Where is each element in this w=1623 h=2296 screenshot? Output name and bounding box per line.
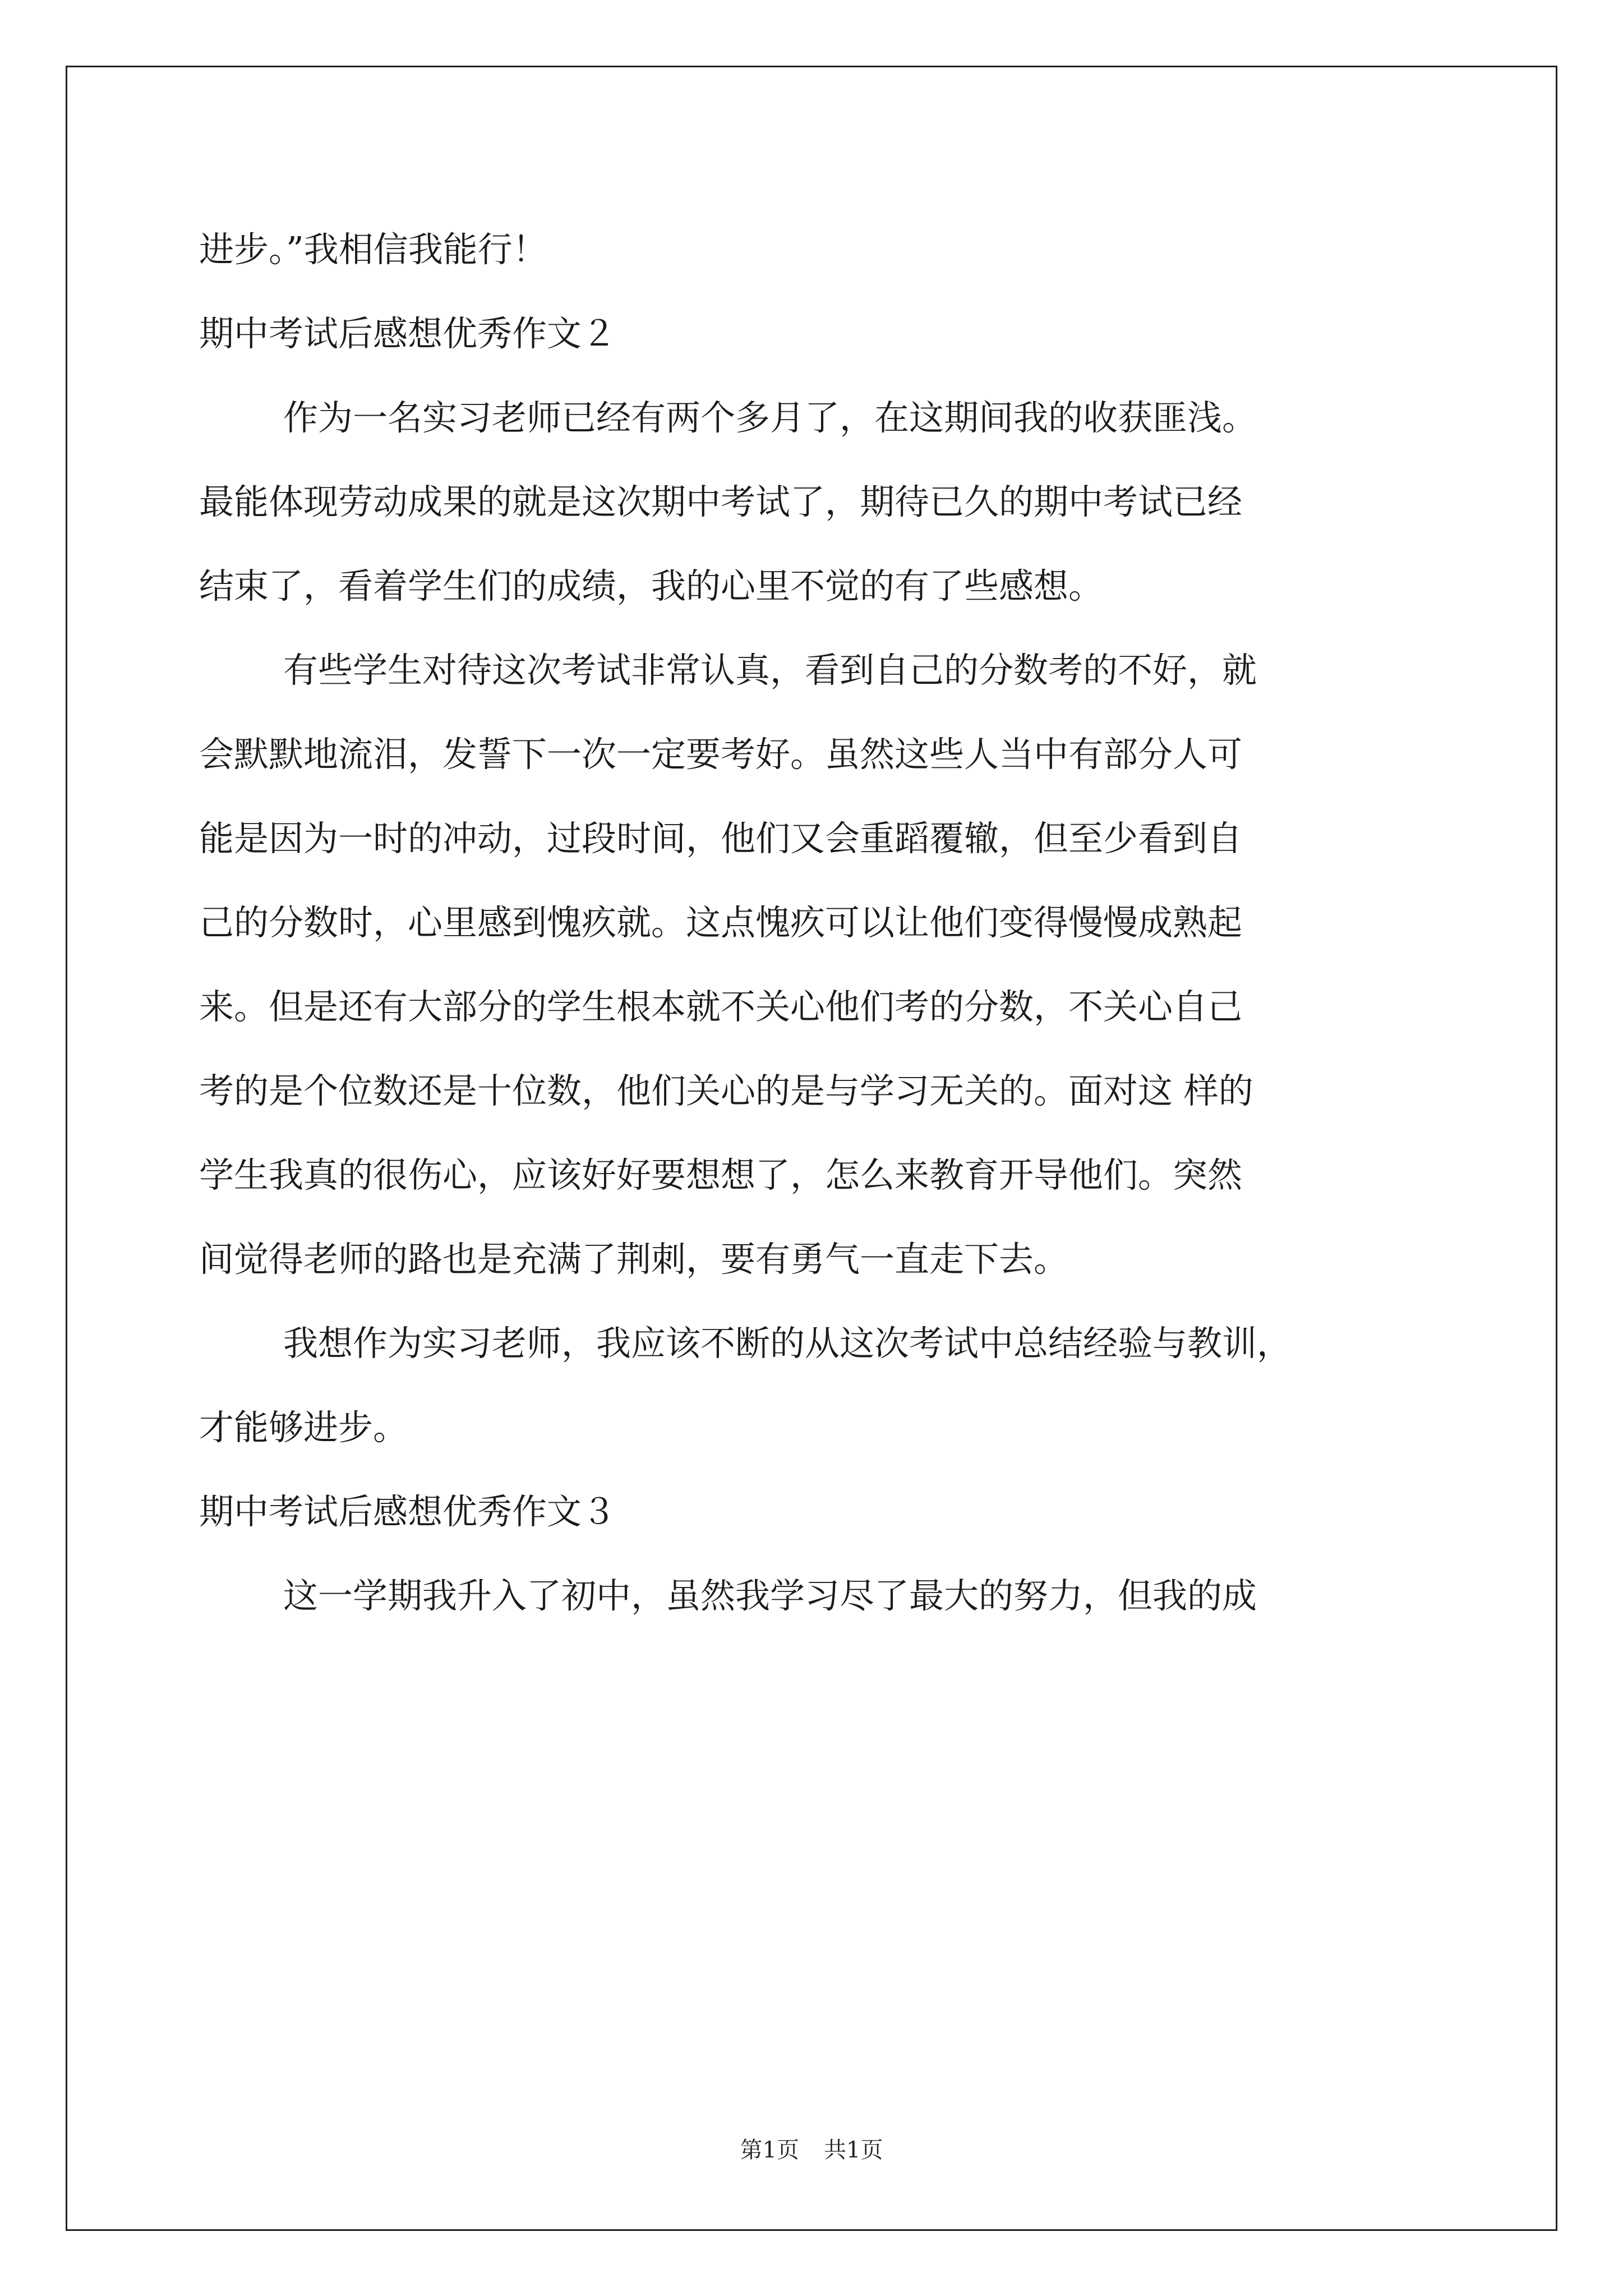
section-heading-2: 期中考试后感想优秀作文２ [199,313,617,354]
text-line-11: 考的是个位数还是十位数，他们关心的是与学习无关的。面对这 样的 [199,1070,1253,1111]
text-line-7: 会默默地流泪，发誓下一次一定要考好。虽然这些人当中有部分人可 [199,734,1243,775]
text-line-13: 间觉得老师的路也是充满了荆刺，要有勇气一直走下去。 [199,1239,1069,1280]
text-line-4: 最能体现劳动成果的就是这次期中考试了，期待已久的期中考试已经 [199,481,1243,522]
text-line-15: 才能够进步。 [199,1407,408,1448]
page-total: 共1页 [824,2137,883,2163]
section-heading-3: 期中考试后感想优秀作文３ [199,1491,617,1532]
text-line-12: 学生我真的很伤心，应该好好要想想了，怎么来教育开导他们。突然 [199,1154,1243,1195]
text-line-9: 己的分数时，心里感到愧疚就。这点愧疚可以让他们变得慢慢成熟起 [199,902,1243,943]
page-footer [0,2136,1623,2164]
page-number: 第1页 [740,2137,799,2163]
text-line-5: 结束了，看着学生们的成绩，我的心里不觉的有了些感想。 [199,565,1104,606]
text-line-6: 有些学生对待这次考试非常认真，看到自己的分数考的不好，就 [283,650,1257,691]
text-line-10: 来。但是还有大部分的学生根本就不关心他们考的分数，不关心自己 [199,986,1243,1027]
text-line-3: 作为一名实习老师已经有两个多月了，在这期间我的收获匪浅。 [283,397,1257,438]
text-line-17: 这一学期我升入了初中，虽然我学习尽了最大的努力，但我的成 [283,1575,1257,1616]
document-body [199,208,1433,1638]
text-line-1: 进步。”我相信我能行！ [199,229,547,270]
text-line-14: 我想作为实习老师，我应该不断的从这次考试中总结经验与教训， [283,1323,1292,1364]
text-line-8: 能是因为一时的冲动，过段时间，他们又会重蹈覆辙，但至少看到自 [199,818,1243,859]
